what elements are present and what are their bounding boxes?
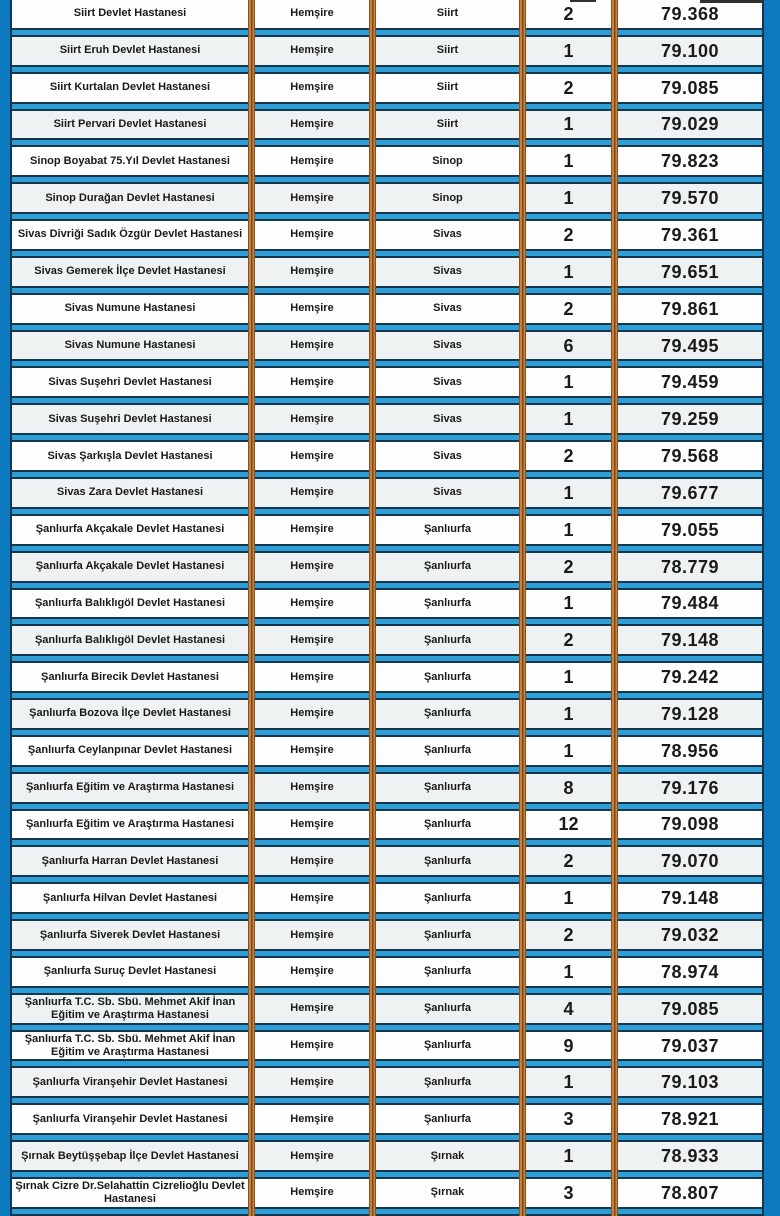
table-row xyxy=(12,368,762,405)
column-divider-bar xyxy=(519,0,526,1216)
score-cell: 79.128 xyxy=(660,703,720,724)
row-separator xyxy=(12,912,762,921)
hospital-name-cell: Şanlıurfa Ceylanpınar Devlet Hastanesi xyxy=(27,744,233,757)
position-cell: Hemşire xyxy=(290,928,334,941)
table-row-cells xyxy=(12,884,762,912)
city-cell: Şanlıurfa xyxy=(423,560,472,573)
position-cell: Hemşire xyxy=(290,449,334,462)
city-cell: Şanlıurfa xyxy=(423,928,472,941)
hospital-name-cell: Şanlıurfa Viranşehir Devlet Hastanesi xyxy=(32,1112,228,1125)
city-cell: Sivas xyxy=(433,486,462,499)
position-cell: Hemşire xyxy=(290,265,334,278)
position-cell: Hemşire xyxy=(290,191,334,204)
table-row xyxy=(12,442,762,479)
table-row-cells xyxy=(12,332,762,360)
hospital-name-cell: Şanlıurfa Balıklıgöl Devlet Hastanesi xyxy=(34,596,226,609)
outer-border-right xyxy=(764,0,780,1216)
table-row-cells xyxy=(12,1032,762,1060)
quota-count-cell: 4 xyxy=(563,998,574,1019)
table-row-cells xyxy=(12,590,762,618)
position-cell: Hemşire xyxy=(290,1002,334,1015)
position-cell: Hemşire xyxy=(290,854,334,867)
position-cell: Hemşire xyxy=(290,486,334,499)
position-cell: Hemşire xyxy=(290,81,334,94)
hospital-name-cell: Şanlıurfa Hilvan Devlet Hastanesi xyxy=(42,891,218,904)
table-row-cells xyxy=(12,442,762,470)
score-cell: 79.242 xyxy=(660,667,720,688)
quota-count-cell: 2 xyxy=(563,630,574,651)
hospital-name-cell: Sinop Boyabat 75.Yıl Devlet Hastanesi xyxy=(30,154,230,167)
row-separator xyxy=(12,249,762,258)
hospital-name-cell: Sivas Divriği Sadık Özgür Devlet Hastanesi xyxy=(17,228,243,241)
score-cell: 79.032 xyxy=(660,925,720,946)
city-cell: Siirt xyxy=(436,44,459,57)
score-cell: 79.037 xyxy=(660,1035,720,1056)
row-separator xyxy=(12,28,762,37)
city-cell: Şanlıurfa xyxy=(423,781,472,794)
city-cell: Şanlıurfa xyxy=(423,523,472,536)
score-cell: 79.103 xyxy=(660,1072,720,1093)
table-row xyxy=(12,1105,762,1142)
table-row xyxy=(12,921,762,958)
hospital-name-cell: Şanlıurfa Suruç Devlet Hastanesi xyxy=(43,965,217,978)
quota-count-cell: 1 xyxy=(563,482,574,503)
city-cell: Sivas xyxy=(433,228,462,241)
city-cell: Şanlıurfa xyxy=(423,707,472,720)
quota-count-cell: 2 xyxy=(563,925,574,946)
quota-count-cell: 1 xyxy=(563,888,574,909)
table-row-cells xyxy=(12,847,762,875)
table-row xyxy=(12,111,762,148)
score-cell: 79.823 xyxy=(660,151,720,172)
city-cell: Şanlıurfa xyxy=(423,1039,472,1052)
table-row xyxy=(12,221,762,258)
city-cell: Şanlıurfa xyxy=(423,965,472,978)
table-row-cells xyxy=(12,663,762,691)
row-separator xyxy=(12,802,762,811)
table-row-cells xyxy=(12,700,762,728)
quota-count-cell: 1 xyxy=(563,114,574,135)
score-cell: 79.368 xyxy=(660,3,720,24)
quota-count-cell: 1 xyxy=(563,519,574,540)
table-row-cells xyxy=(12,295,762,323)
score-cell: 79.568 xyxy=(660,446,720,467)
table-row xyxy=(12,405,762,442)
score-cell: 78.807 xyxy=(660,1182,720,1203)
top-edge-artifact xyxy=(700,0,762,3)
table-row xyxy=(12,1142,762,1179)
table-row xyxy=(12,737,762,774)
table-row-cells xyxy=(12,368,762,396)
row-separator xyxy=(12,286,762,295)
quota-count-cell: 2 xyxy=(563,556,574,577)
score-cell: 79.361 xyxy=(660,224,720,245)
score-cell: 79.085 xyxy=(660,77,720,98)
table-row xyxy=(12,590,762,627)
hospital-name-cell: Şanlıurfa Harran Devlet Hastanesi xyxy=(41,854,219,867)
table-row xyxy=(12,663,762,700)
table-row xyxy=(12,258,762,295)
quota-count-cell: 2 xyxy=(563,224,574,245)
city-cell: Sivas xyxy=(433,449,462,462)
quota-count-cell: 1 xyxy=(563,667,574,688)
hospital-name-cell: Siirt Eruh Devlet Hastanesi xyxy=(59,44,201,57)
hospital-name-cell: Sivas Suşehri Devlet Hastanesi xyxy=(48,375,212,388)
city-cell: Şanlıurfa xyxy=(423,670,472,683)
table-row-cells xyxy=(12,74,762,102)
hospital-name-cell: Şanlıurfa Eğitim ve Araştırma Hastanesi xyxy=(25,781,235,794)
table-row-cells xyxy=(12,111,762,139)
row-separator xyxy=(12,765,762,774)
table-row-cells xyxy=(12,737,762,765)
hospital-name-cell: Sivas Suşehri Devlet Hastanesi xyxy=(48,412,212,425)
table-row xyxy=(12,958,762,995)
score-cell: 79.651 xyxy=(660,261,720,282)
row-separator xyxy=(12,949,762,958)
table-rows-container xyxy=(12,0,762,1216)
quota-count-cell: 1 xyxy=(563,740,574,761)
city-cell: Şanlıurfa xyxy=(423,744,472,757)
quota-count-cell: 1 xyxy=(563,703,574,724)
quota-count-cell: 3 xyxy=(563,1182,574,1203)
quota-count-cell: 1 xyxy=(563,409,574,430)
score-cell: 78.956 xyxy=(660,740,720,761)
table-row-cells xyxy=(12,405,762,433)
table-row xyxy=(12,147,762,184)
table-row-cells xyxy=(12,1179,762,1207)
hospital-name-cell: Siirt Kurtalan Devlet Hastanesi xyxy=(49,81,211,94)
hospital-score-table xyxy=(10,0,764,1216)
score-cell: 78.974 xyxy=(660,961,720,982)
row-separator xyxy=(12,654,762,663)
score-cell: 79.148 xyxy=(660,888,720,909)
outer-border-left xyxy=(0,0,10,1216)
hospital-name-cell: Siirt Devlet Hastanesi xyxy=(73,7,187,20)
score-cell: 79.098 xyxy=(660,814,720,835)
table-row-cells xyxy=(12,258,762,286)
score-cell: 78.779 xyxy=(660,556,720,577)
hospital-name-cell: Şanlıurfa Akçakale Devlet Hastanesi xyxy=(35,560,225,573)
row-separator xyxy=(12,1170,762,1179)
row-separator xyxy=(12,175,762,184)
row-separator xyxy=(12,1059,762,1068)
row-separator xyxy=(12,1133,762,1142)
row-separator xyxy=(12,875,762,884)
table-row-cells xyxy=(12,479,762,507)
table-row xyxy=(12,184,762,221)
score-cell: 78.921 xyxy=(660,1109,720,1130)
position-cell: Hemşire xyxy=(290,781,334,794)
table-row xyxy=(12,295,762,332)
city-cell: Şanlıurfa xyxy=(423,1112,472,1125)
quota-count-cell: 1 xyxy=(563,151,574,172)
quota-count-cell: 6 xyxy=(563,335,574,356)
position-cell: Hemşire xyxy=(290,228,334,241)
table-row xyxy=(12,847,762,884)
hospital-name-cell: Şanlıurfa Birecik Devlet Hastanesi xyxy=(41,670,219,683)
city-cell: Şanlıurfa xyxy=(423,633,472,646)
position-cell: Hemşire xyxy=(290,670,334,683)
quota-count-cell: 1 xyxy=(563,40,574,61)
position-cell: Hemşire xyxy=(290,44,334,57)
position-cell: Hemşire xyxy=(290,7,334,20)
column-divider-bar xyxy=(369,0,376,1216)
row-separator xyxy=(12,359,762,368)
row-separator xyxy=(12,470,762,479)
position-cell: Hemşire xyxy=(290,560,334,573)
table-row-cells xyxy=(12,958,762,986)
city-cell: Sinop xyxy=(432,191,463,204)
quota-count-cell: 1 xyxy=(563,188,574,209)
position-cell: Hemşire xyxy=(290,1075,334,1088)
position-cell: Hemşire xyxy=(290,1112,334,1125)
city-cell: Sivas xyxy=(433,412,462,425)
row-separator xyxy=(12,581,762,590)
city-cell: Şanlıurfa xyxy=(423,596,472,609)
table-row-cells xyxy=(12,1142,762,1170)
hospital-name-cell: Sivas Zara Devlet Hastanesi xyxy=(56,486,204,499)
quota-count-cell: 8 xyxy=(563,777,574,798)
table-row-cells xyxy=(12,921,762,949)
table-row xyxy=(12,479,762,516)
table-row xyxy=(12,1032,762,1069)
hospital-name-cell: Şanlıurfa Akçakale Devlet Hastanesi xyxy=(35,523,225,536)
score-cell: 79.484 xyxy=(660,593,720,614)
position-cell: Hemşire xyxy=(290,339,334,352)
position-cell: Hemşire xyxy=(290,154,334,167)
city-cell: Sinop xyxy=(432,154,463,167)
table-row xyxy=(12,700,762,737)
row-separator xyxy=(12,507,762,516)
row-separator xyxy=(12,986,762,995)
row-separator xyxy=(12,396,762,405)
hospital-name-cell: Şanlıurfa Balıklıgöl Devlet Hastanesi xyxy=(34,633,226,646)
table-row-cells xyxy=(12,147,762,175)
score-cell: 79.029 xyxy=(660,114,720,135)
position-cell: Hemşire xyxy=(290,744,334,757)
city-cell: Siirt xyxy=(436,81,459,94)
table-row xyxy=(12,74,762,111)
row-separator xyxy=(12,728,762,737)
table-row xyxy=(12,0,762,37)
score-cell: 79.459 xyxy=(660,372,720,393)
city-cell: Sivas xyxy=(433,302,462,315)
table-row xyxy=(12,1179,762,1216)
quota-count-cell: 2 xyxy=(563,446,574,467)
row-separator xyxy=(12,1096,762,1105)
table-row-cells xyxy=(12,37,762,65)
position-cell: Hemşire xyxy=(290,817,334,830)
table-row-cells xyxy=(12,1105,762,1133)
city-cell: Şanlıurfa xyxy=(423,891,472,904)
table-row-cells xyxy=(12,995,762,1023)
quota-count-cell: 2 xyxy=(563,851,574,872)
score-cell: 79.085 xyxy=(660,998,720,1019)
city-cell: Sivas xyxy=(433,265,462,278)
row-separator xyxy=(12,102,762,111)
quota-count-cell: 1 xyxy=(563,593,574,614)
score-cell: 79.861 xyxy=(660,298,720,319)
row-separator xyxy=(12,838,762,847)
position-cell: Hemşire xyxy=(290,117,334,130)
hospital-name-cell: Şanlıurfa Viranşehir Devlet Hastanesi xyxy=(32,1075,228,1088)
row-separator xyxy=(12,212,762,221)
quota-count-cell: 1 xyxy=(563,961,574,982)
score-cell: 79.100 xyxy=(660,40,720,61)
position-cell: Hemşire xyxy=(290,891,334,904)
row-separator xyxy=(12,1023,762,1032)
quota-count-cell: 1 xyxy=(563,1146,574,1167)
quota-count-cell: 3 xyxy=(563,1109,574,1130)
table-row-cells xyxy=(12,184,762,212)
table-row-cells xyxy=(12,811,762,839)
hospital-name-cell: Şırnak Beytüşşebap İlçe Devlet Hastanesi xyxy=(21,1149,239,1162)
table-row-cells xyxy=(12,553,762,581)
position-cell: Hemşire xyxy=(290,412,334,425)
score-cell: 79.070 xyxy=(660,851,720,872)
quota-count-cell: 2 xyxy=(563,298,574,319)
position-cell: Hemşire xyxy=(290,302,334,315)
city-cell: Şırnak xyxy=(430,1186,465,1199)
table-row xyxy=(12,37,762,74)
table-row xyxy=(12,811,762,848)
quota-count-cell: 2 xyxy=(563,77,574,98)
hospital-name-cell: Sivas Gemerek İlçe Devlet Hastanesi xyxy=(34,265,226,278)
position-cell: Hemşire xyxy=(290,1039,334,1052)
quota-count-cell: 12 xyxy=(558,814,579,835)
table-row-cells xyxy=(12,0,762,28)
position-cell: Hemşire xyxy=(290,1186,334,1199)
position-cell: Hemşire xyxy=(290,633,334,646)
quota-count-cell: 1 xyxy=(563,372,574,393)
table-row-cells xyxy=(12,221,762,249)
city-cell: Sivas xyxy=(433,375,462,388)
score-cell: 79.495 xyxy=(660,335,720,356)
position-cell: Hemşire xyxy=(290,965,334,978)
table-row xyxy=(12,884,762,921)
row-separator xyxy=(12,65,762,74)
row-separator xyxy=(12,138,762,147)
row-separator xyxy=(12,617,762,626)
city-cell: Siirt xyxy=(436,117,459,130)
hospital-name-cell: Şanlıurfa Bozova İlçe Devlet Hastanesi xyxy=(29,707,231,720)
row-separator xyxy=(12,1207,762,1216)
quota-count-cell: 2 xyxy=(563,3,574,24)
table-row xyxy=(12,995,762,1032)
table-row xyxy=(12,774,762,811)
hospital-name-cell: Sivas Numune Hastanesi xyxy=(64,339,196,352)
column-divider-bar xyxy=(248,0,255,1216)
city-cell: Şanlıurfa xyxy=(423,817,472,830)
hospital-name-cell: Sinop Durağan Devlet Hastanesi xyxy=(45,191,215,204)
city-cell: Şanlıurfa xyxy=(423,1075,472,1088)
hospital-name-cell: Şanlıurfa T.C. Sb. Sbü. Mehmet Akif İnan Eğitim ve Araştırma Hastanesi xyxy=(24,995,236,1021)
row-separator xyxy=(12,691,762,700)
city-cell: Şanlıurfa xyxy=(423,854,472,867)
table-row-cells xyxy=(12,516,762,544)
hospital-name-cell: Şanlıurfa Siverek Devlet Hastanesi xyxy=(39,928,221,941)
row-separator xyxy=(12,433,762,442)
position-cell: Hemşire xyxy=(290,707,334,720)
position-cell: Hemşire xyxy=(290,596,334,609)
city-cell: Siirt xyxy=(436,7,459,20)
table-row-cells xyxy=(12,774,762,802)
city-cell: Sivas xyxy=(433,339,462,352)
table-row xyxy=(12,626,762,663)
column-divider-bar xyxy=(611,0,618,1216)
score-cell: 79.570 xyxy=(660,188,720,209)
city-cell: Şanlıurfa xyxy=(423,1002,472,1015)
hospital-name-cell: Şanlıurfa Eğitim ve Araştırma Hastanesi xyxy=(25,817,235,830)
quota-count-cell: 1 xyxy=(563,261,574,282)
quota-count-cell: 9 xyxy=(563,1035,574,1056)
top-edge-artifact xyxy=(570,0,596,2)
hospital-name-cell: Sivas Şarkışla Devlet Hastanesi xyxy=(47,449,213,462)
position-cell: Hemşire xyxy=(290,1149,334,1162)
table-row xyxy=(12,516,762,553)
score-cell: 79.148 xyxy=(660,630,720,651)
hospital-name-cell: Şırnak Cizre Dr.Selahattin Cizrelioğlu Devlet Hastanesi xyxy=(15,1179,245,1205)
score-cell: 79.055 xyxy=(660,519,720,540)
row-separator xyxy=(12,323,762,332)
city-cell: Şırnak xyxy=(430,1149,465,1162)
score-cell: 79.176 xyxy=(660,777,720,798)
score-cell: 78.933 xyxy=(660,1146,720,1167)
hospital-name-cell: Sivas Numune Hastanesi xyxy=(64,302,196,315)
score-cell: 79.677 xyxy=(660,482,720,503)
position-cell: Hemşire xyxy=(290,375,334,388)
table-row xyxy=(12,1068,762,1105)
table-row xyxy=(12,332,762,369)
table-row xyxy=(12,553,762,590)
hospital-name-cell: Siirt Pervari Devlet Hastanesi xyxy=(53,117,207,130)
row-separator xyxy=(12,544,762,553)
table-row-cells xyxy=(12,626,762,654)
position-cell: Hemşire xyxy=(290,523,334,536)
score-cell: 79.259 xyxy=(660,409,720,430)
hospital-name-cell: Şanlıurfa T.C. Sb. Sbü. Mehmet Akif İnan Eğitim ve Araştırma Hastanesi xyxy=(24,1032,236,1058)
quota-count-cell: 1 xyxy=(563,1072,574,1093)
table-row-cells xyxy=(12,1068,762,1096)
